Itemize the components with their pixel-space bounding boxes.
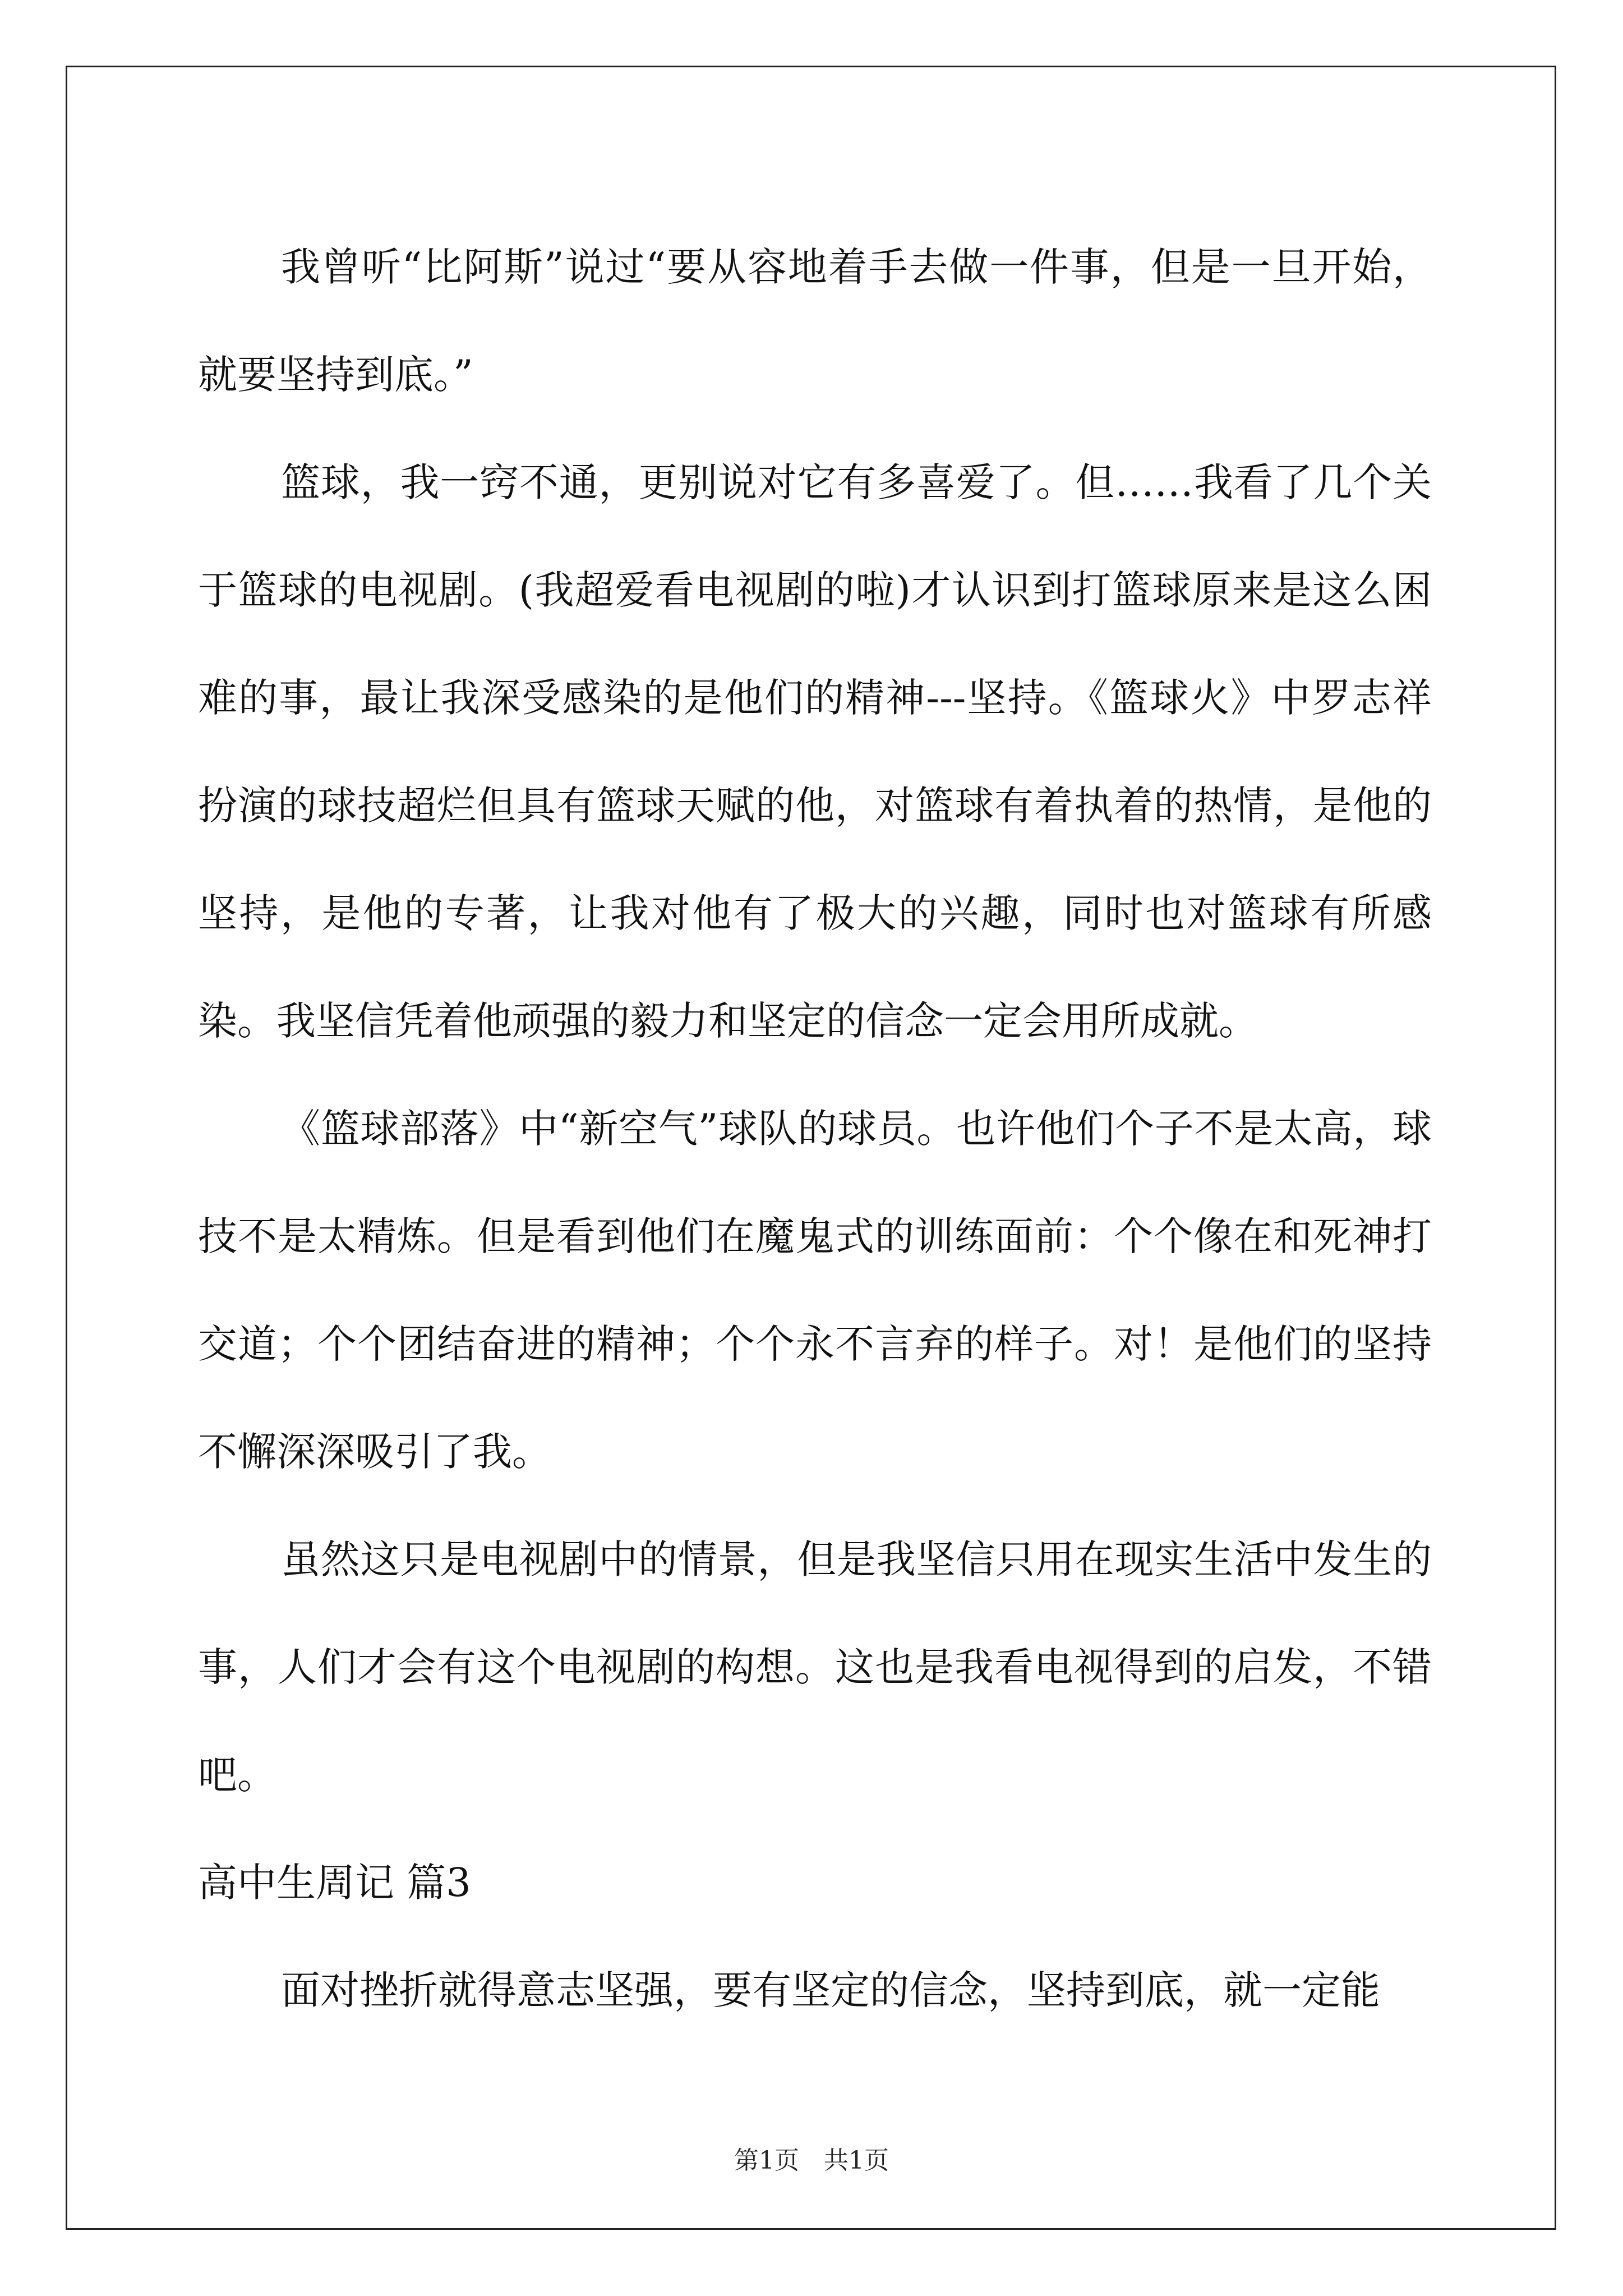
paragraph-4: 虽然这只是电视剧中的情景，但是我坚信只用在现实生活中发生的事，人们才会有这个电视剧的构想。这也是我看电视得到的启发，不错吧。: [198, 1536, 1432, 1798]
section-heading: 高中生周记 篇3: [198, 1860, 471, 1906]
paragraph-1: 我曾听“比阿斯”说过“要从容地着手去做一件事，但是一旦开始，就要坚持到底。”: [198, 244, 1432, 398]
paragraph-3: 《篮球部落》中“新空气”球队的球员。也许他们个子不是太高，球技不是太精炼。但是看到他们在魔鬼式的训练面前：个个像在和死神打交道；个个团结奋进的精神；个个永不言弃的样子。对！是他们的坚持不懈深深吸引了我。: [198, 1106, 1432, 1475]
document-body: [198, 213, 1432, 2044]
paragraph-5: 面对挫折就得意志坚强，要有坚定的信念，坚持到底，就一定能: [281, 1967, 1380, 2013]
paragraph-2: 篮球，我一窍不通，更别说对它有多喜爱了。但……我看了几个关于篮球的电视剧。(我超爱看电视剧的啦)才认识到打篮球原来是这么困难的事，最让我深受感染的是他们的精神---坚持。《篮球火》中罗志祥扮演的球技超烂但具有篮球天赋的他，对篮球有着执着的热情，是他的坚持，是他的专著，让我对他有了极大的兴趣，同时也对篮球有所感染。我坚信凭着他顽强的毅力和坚定的信念一定会用所成就。: [198, 459, 1432, 1044]
page-footer: 第1页 共1页: [734, 2146, 889, 2175]
